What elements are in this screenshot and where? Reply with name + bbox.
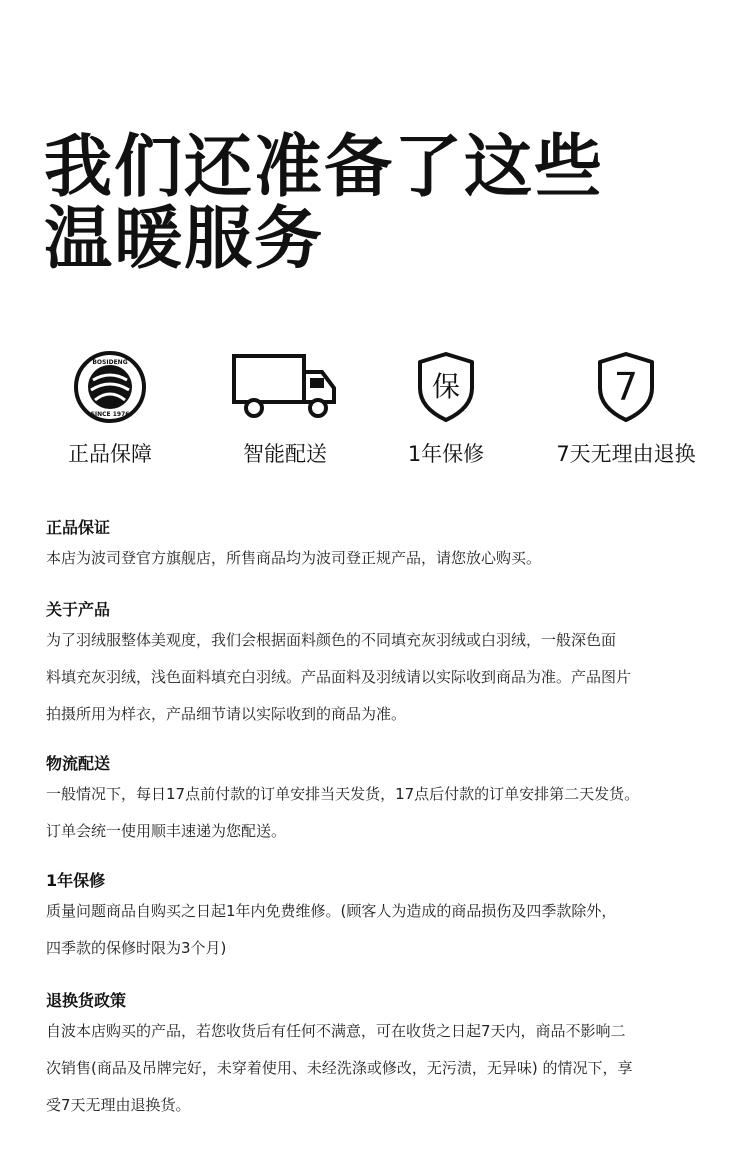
section-line: 次销售(商品及吊牌完好，未穿着使用、未经洗涤或修改，无污渍，无异味) 的情况下，享 — [46, 1059, 633, 1077]
section-line: 自波本店购买的产品，若您收货后有任何不满意，可在收货之日起7天内，商品不影响二 — [46, 1022, 626, 1040]
section-line: 四季款的保修时限为3个月) — [46, 939, 227, 957]
section-logistics — [46, 752, 706, 850]
svg-text:7: 7 — [613, 365, 639, 409]
section-warranty — [46, 869, 706, 967]
section-title: 物流配送 — [46, 754, 111, 773]
service-label-delivery: 智能配送 — [243, 442, 327, 466]
section-line: 拍摄所用为样衣，产品细节请以实际收到的商品为准。 — [46, 705, 407, 723]
section-line: 本店为波司登官方旗舰店，所售商品均为波司登正规产品，请您放心购买。 — [46, 549, 542, 567]
service-delivery — [195, 350, 375, 468]
section-title: 正品保证 — [46, 518, 111, 537]
section-authentic — [46, 516, 706, 577]
truck-icon — [230, 350, 340, 424]
service-warranty — [356, 350, 536, 468]
section-product — [46, 598, 706, 733]
section-line: 质量问题商品自购买之日起1年内免费维修。(顾客人为造成的商品损伤及四季款除外， — [46, 902, 617, 920]
headline-line-2: 温暖服务 — [44, 200, 325, 279]
section-line: 受7天无理由退换货。 — [46, 1096, 191, 1114]
service-label-return: 7天无理由退换 — [556, 442, 696, 466]
section-title: 关于产品 — [46, 600, 111, 619]
service-label-authentic: 正品保障 — [68, 442, 152, 466]
section-line: 料填充灰羽绒，浅色面料填充白羽绒。产品面料及羽绒请以实际收到商品为准。产品图片 — [46, 668, 632, 686]
svg-text:BOSIDENG: BOSIDENG — [92, 359, 128, 366]
bosideng-badge-icon — [73, 350, 147, 424]
service-label-warranty: 1年保修 — [407, 442, 485, 466]
service-return — [536, 350, 716, 468]
section-line: 一般情况下，每日17点前付款的订单安排当天发货，17点后付款的订单安排第二天发货。 — [46, 785, 640, 803]
section-line: 订单会统一使用顺丰速递为您配送。 — [46, 822, 287, 840]
svg-text:SINCE 1976: SINCE 1976 — [90, 411, 130, 418]
section-title: 退换货政策 — [46, 991, 127, 1010]
service-icons-row — [20, 350, 730, 470]
section-line: 为了羽绒服整体美观度，我们会根据面料颜色的不同填充灰羽绒或白羽绒，一般深色面 — [46, 631, 617, 649]
page-headline — [44, 128, 605, 279]
section-return-policy — [46, 989, 706, 1124]
service-authentic — [20, 350, 200, 468]
shield-seven-icon — [594, 350, 658, 424]
svg-text:保: 保 — [431, 370, 461, 403]
headline-line-1: 我们还准备了这些 — [44, 128, 605, 207]
section-title: 1年保修 — [46, 871, 106, 890]
shield-bao-icon — [414, 350, 478, 424]
